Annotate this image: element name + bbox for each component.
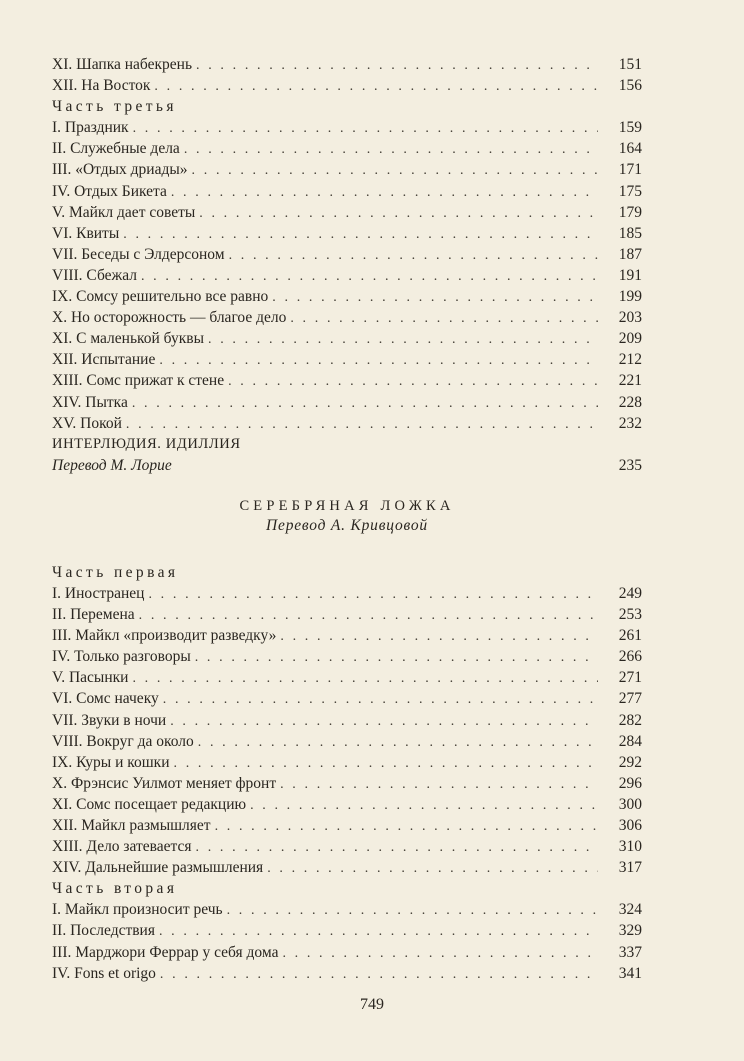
toc-entry <box>52 202 642 223</box>
toc-entry <box>52 244 642 265</box>
toc-entry-page: 253 <box>618 606 642 624</box>
toc-entry-title: III. Майкл «производит разведку» <box>52 627 277 645</box>
toc-entry-page: 292 <box>618 753 642 771</box>
toc-entry <box>52 223 642 244</box>
dot-leader <box>195 647 598 668</box>
toc-entry <box>52 370 642 391</box>
toc-entry <box>52 349 642 370</box>
toc-entry-title: XIV. Пытка <box>52 393 128 411</box>
toc-block-part-three <box>52 117 642 433</box>
toc-entry-page: 337 <box>618 943 642 961</box>
toc-entry <box>52 836 642 857</box>
toc-entry-title: I. Иностранец <box>52 584 145 602</box>
dot-leader <box>198 732 598 753</box>
dot-leader <box>139 605 598 626</box>
toc-entry-title: I. Праздник <box>52 119 129 137</box>
toc-entry-title: VI. Сомс начеку <box>52 690 159 708</box>
toc-entry-page: 282 <box>618 711 642 729</box>
toc-entry-title: VII. Беседы с Элдерсоном <box>52 245 225 263</box>
toc-entry <box>52 688 642 709</box>
toc-entry-title: VI. Квиты <box>52 224 120 242</box>
book-translator: Перевод А. Кривцовой <box>266 516 428 534</box>
dot-leader <box>148 584 598 605</box>
toc-entry-title: XV. Покой <box>52 414 122 432</box>
toc-entry <box>52 392 642 413</box>
toc-entry-page: 277 <box>618 690 642 708</box>
toc-entry <box>52 752 642 773</box>
toc-entry-title: III. Марджори Феррар у себя дома <box>52 943 279 961</box>
dot-leader <box>250 795 598 816</box>
toc-entry-page: 296 <box>618 774 642 792</box>
dot-leader <box>192 160 598 181</box>
part-two-heading: Часть вторая <box>52 880 178 898</box>
toc-entry-title: X. Фрэнсис Уилмот меняет фронт <box>52 774 277 792</box>
dot-leader <box>196 55 598 76</box>
toc-entry <box>52 963 642 984</box>
toc-block-part-one <box>52 583 642 878</box>
toc-entry-title: III. «Отдых дриады» <box>52 161 188 179</box>
dot-leader <box>163 689 598 710</box>
toc-entry <box>52 54 642 75</box>
dot-leader <box>272 287 598 308</box>
toc-entry-title: VII. Звуки в ночи <box>52 711 167 729</box>
toc-entry-page: 156 <box>618 77 642 95</box>
toc-entry-page: 232 <box>618 414 642 432</box>
toc-entry-page: 228 <box>618 393 642 411</box>
dot-leader <box>228 371 598 392</box>
toc-entry-page: 266 <box>618 648 642 666</box>
dot-leader <box>170 711 598 732</box>
toc-entry <box>52 625 642 646</box>
toc-entry-title: II. Служебные дела <box>52 140 180 158</box>
toc-entry-title: XI. Сомс посещает редакцию <box>52 795 247 813</box>
dot-leader <box>154 76 598 97</box>
toc-entry-page: 284 <box>618 732 642 750</box>
toc-entry <box>52 667 642 688</box>
toc-block-part-two-end <box>52 54 642 96</box>
toc-entry <box>52 413 642 434</box>
dot-leader <box>133 118 598 139</box>
dot-leader <box>171 182 598 203</box>
book-heading <box>52 496 642 536</box>
toc-entry-title: X. Но осторожность — благое дело <box>52 309 287 327</box>
toc-entry <box>52 794 642 815</box>
toc-entry-title: XII. На Восток <box>52 77 151 95</box>
dot-leader <box>126 414 598 435</box>
toc-entry <box>52 604 642 625</box>
toc-entry-page: 187 <box>618 245 642 263</box>
toc-entry-title: II. Последствия <box>52 922 155 940</box>
toc-entry-page: 324 <box>618 901 642 919</box>
toc-entry <box>52 646 642 667</box>
toc-entry-page: 249 <box>618 584 642 602</box>
toc-entry-title: I. Майкл произносит речь <box>52 901 223 919</box>
dot-leader <box>227 900 598 921</box>
toc-entry-page: 317 <box>618 859 642 877</box>
toc-entry-page: 199 <box>618 288 642 306</box>
dot-leader <box>160 964 598 985</box>
dot-leader <box>174 753 599 774</box>
toc-entry <box>52 138 642 159</box>
toc-entry-page: 191 <box>618 266 642 284</box>
toc-entry <box>52 920 642 941</box>
toc-entry <box>52 815 642 836</box>
toc-entry <box>52 857 642 878</box>
toc-entry-title: V. Майкл дает советы <box>52 203 196 221</box>
toc-entry-title: XIII. Дело затевается <box>52 838 192 856</box>
toc-entry <box>52 731 642 752</box>
toc-entry-page: 271 <box>618 669 642 687</box>
toc-entry-page: 329 <box>618 922 642 940</box>
toc-entry-title: XII. Испытание <box>52 351 156 369</box>
toc-entry-page: 212 <box>618 351 642 369</box>
dot-leader <box>199 203 598 224</box>
toc-entry <box>52 710 642 731</box>
dot-leader <box>132 668 598 689</box>
toc-entry-page: 151 <box>618 56 642 73</box>
toc-entry-title: IX. Сомсу решительно все равно <box>52 288 269 306</box>
toc-entry-title: XI. Шапка набекрень <box>52 56 193 73</box>
toc-entry-title: XIII. Сомс прижат к стене <box>52 372 225 390</box>
book-title: СЕРЕБРЯНАЯ ЛОЖКА <box>239 497 455 514</box>
toc-entry <box>52 942 642 963</box>
toc-entry <box>52 307 642 328</box>
dot-leader <box>267 858 598 879</box>
dot-leader <box>280 774 598 795</box>
part-three-heading: Часть третья <box>52 98 177 116</box>
dot-leader <box>196 837 598 858</box>
toc-entry-title: V. Пасынки <box>52 669 129 687</box>
dot-leader <box>290 308 598 329</box>
toc-block-part-two <box>52 899 642 983</box>
toc-entry-page: 185 <box>618 224 642 242</box>
toc-entry-page: 171 <box>618 161 642 179</box>
interlude-translator-row <box>52 455 642 476</box>
toc-entry-page: 179 <box>618 203 642 221</box>
dot-leader <box>123 224 598 245</box>
toc-entry <box>52 117 642 138</box>
interlude-translator: Перевод М. Лорие <box>52 456 172 474</box>
toc-entry-title: IV. Только разговоры <box>52 648 191 666</box>
toc-entry-page: 221 <box>618 372 642 390</box>
dot-leader <box>141 266 598 287</box>
toc-entry <box>52 583 642 604</box>
toc-entry <box>52 265 642 286</box>
dot-leader <box>208 329 598 350</box>
toc-entry-title: VIII. Сбежал <box>52 266 137 284</box>
interlude-page: 235 <box>618 456 642 474</box>
toc-entry-title: XIV. Дальнейшие размышления <box>52 859 264 877</box>
toc-entry <box>52 328 642 349</box>
toc-entry-title: II. Перемена <box>52 606 135 624</box>
toc-entry <box>52 286 642 307</box>
toc-entry-title: IV. Fons et origo <box>52 964 156 982</box>
toc-entry-title: VIII. Вокруг да около <box>52 732 194 750</box>
dot-leader <box>132 393 598 414</box>
toc-entry-title: XI. С маленькой буквы <box>52 330 204 348</box>
interlude-title: ИНТЕРЛЮДИЯ. ИДИЛЛИЯ <box>52 435 241 452</box>
dot-leader <box>229 245 598 266</box>
toc-entry-page: 341 <box>618 964 642 982</box>
toc-entry-page: 209 <box>618 330 642 348</box>
toc-entry <box>52 773 642 794</box>
toc-entry-page: 159 <box>618 119 642 137</box>
part-one-heading: Часть первая <box>52 563 179 581</box>
toc-entry-page: 310 <box>618 838 642 856</box>
dot-leader <box>280 626 598 647</box>
table-of-contents <box>52 54 642 984</box>
toc-entry-title: IV. Отдых Бикета <box>52 182 167 200</box>
toc-entry-page: 306 <box>618 817 642 834</box>
dot-leader <box>159 921 598 942</box>
toc-entry-page: 164 <box>618 140 642 158</box>
dot-leader <box>184 139 598 160</box>
page-number: 749 <box>360 996 384 1013</box>
toc-entry-title: IX. Куры и кошки <box>52 753 170 771</box>
dot-leader <box>215 816 598 837</box>
toc-entry <box>52 899 642 920</box>
toc-entry <box>52 181 642 202</box>
toc-entry-page: 203 <box>618 309 642 327</box>
toc-entry <box>52 159 642 180</box>
dot-leader <box>282 943 598 964</box>
toc-entry-page: 261 <box>618 627 642 645</box>
toc-entry <box>52 75 642 96</box>
dot-leader <box>159 350 598 371</box>
toc-entry-title: XII. Майкл размышляет <box>52 817 211 834</box>
toc-entry-page: 300 <box>618 795 642 813</box>
toc-entry-page: 175 <box>618 182 642 200</box>
